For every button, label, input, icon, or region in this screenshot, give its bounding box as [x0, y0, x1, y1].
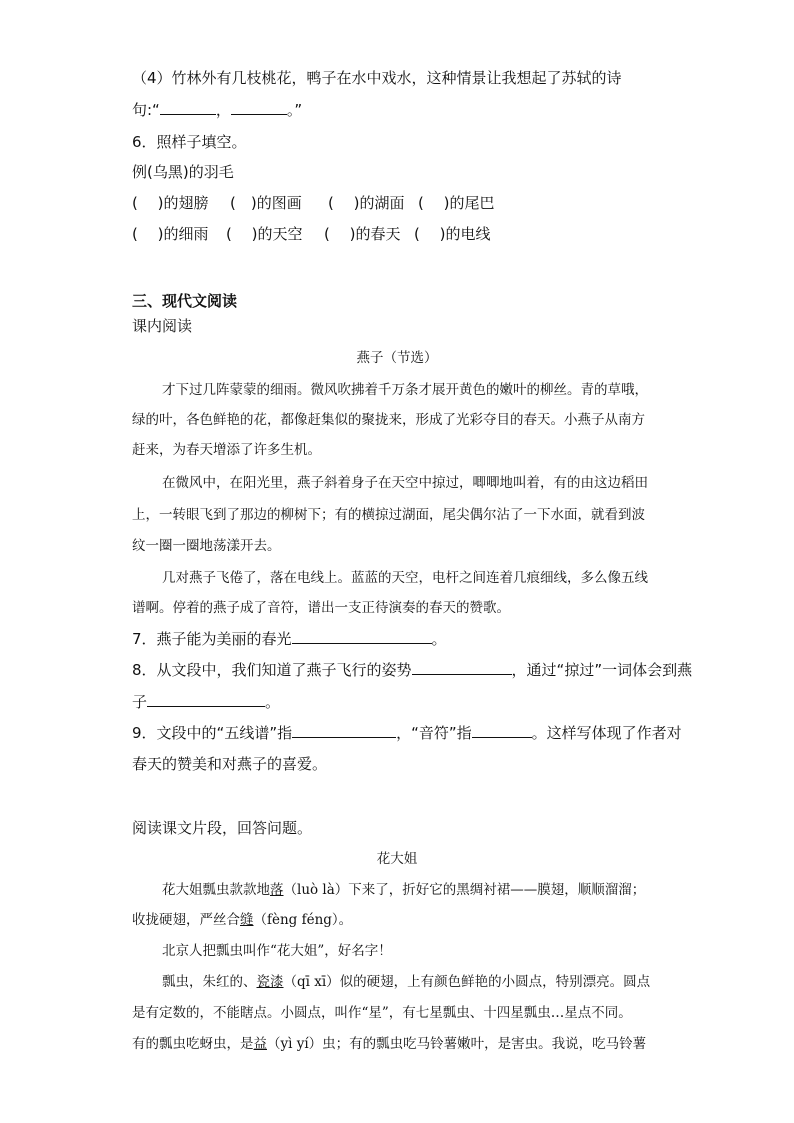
q9-text-c: 。这样写体现了作者对 [531, 724, 682, 742]
q6-row-2 [132, 224, 504, 244]
underlined-char: 缝 [240, 912, 254, 928]
text-run: 瓢虫，朱红的、 [162, 974, 257, 990]
q8-blank-1[interactable] [412, 660, 512, 675]
q5-4-post: 。” [286, 101, 303, 119]
passage-line: 上，一转眼飞到了那边的柳树下；有的横掠过湖面，尾尖偶尔沾了一下水面，就看到波 [132, 507, 645, 523]
q8-blank-2[interactable] [147, 692, 265, 707]
passage-title: 燕子（节选） [356, 350, 438, 366]
q8-text-b: ，通过“掠过”一词体会到燕 [511, 661, 693, 679]
q5-4-mid: ， [215, 101, 231, 119]
passage-line: 在微风中，在阳光里，燕子斜着身子在天空中掠过，唧唧地叫着，有的由这边稻田 [162, 475, 648, 491]
q5-4-blank-1[interactable] [160, 100, 216, 115]
text-run: （luò là）下来了，折好它的黑绸衬裙——膜翅，顺顺溜溜； [283, 882, 646, 898]
q9-line2: 春天的赞美和对燕子的喜爱。 [132, 755, 328, 773]
q5-4-pre: 句:“ [132, 101, 160, 119]
q6-example: 例(乌黑)的羽毛 [132, 163, 234, 181]
q6-row-1 [132, 193, 508, 213]
q9-line1 [132, 723, 682, 743]
q7-blank[interactable] [292, 629, 432, 644]
passage-line: 谱啊。停着的燕子成了音符，谱出一支正待演奏的春天的赞歌。 [132, 600, 510, 616]
q6-title: 6．照样子填空。 [132, 133, 247, 151]
text-run: （fèng féng）。 [253, 912, 353, 928]
q9-text-a: 9．文段中的“五线谱”指 [132, 724, 293, 742]
q8-text-d: 。 [265, 693, 281, 711]
passage-line: 才下过几阵蒙蒙的细雨。微风吹拂着千万条才展开黄色的嫩叶的柳丝。青的草哦， [162, 382, 648, 398]
text-run: （qī xī）似的硬翅，上有颜色鲜艳的小圆点，特别漂亮。圆点 [283, 974, 651, 990]
q7 [132, 629, 447, 649]
q6-option[interactable]: ( )的天空 [226, 225, 303, 243]
underlined-char: 益 [253, 1036, 267, 1052]
q8-text-c: 子 [132, 693, 148, 711]
q7-text: 7．燕子能为美丽的春光 [132, 630, 292, 648]
q7-end: 。 [431, 630, 447, 648]
q6-option[interactable]: ( )的湖面 [328, 194, 405, 212]
underlined-word: 瓷漆 [256, 974, 284, 990]
text-run: （yì yí）虫；有的瓢虫吃马铃薯嫩叶，是害虫。我说，吃马铃薯 [267, 1036, 647, 1052]
q8-text-a: 8．从文段中，我们知道了燕子飞行的姿势 [132, 661, 412, 679]
reading2-line: 北京人把瓢虫叫作“花大姐”，好名字！ [162, 943, 392, 959]
q9-text-b: ，“音符”指 [396, 724, 472, 742]
reading2-line [132, 910, 352, 930]
q9-blank-2[interactable] [472, 723, 532, 738]
q6-option[interactable]: ( )的尾巴 [418, 194, 495, 212]
q8-line1 [132, 660, 692, 680]
text-run: 有的瓢虫吃蚜虫，是 [132, 1036, 254, 1052]
q5-4-line2 [132, 100, 302, 120]
section-subheading: 课内阅读 [132, 317, 193, 335]
q6-option[interactable]: ( )的细雨 [132, 225, 209, 243]
text-run: 收拢硬翅，严丝合 [132, 912, 240, 928]
passage-line: 几对燕子飞倦了，落在电线上。蓝蓝的天空，电杆之间连着几痕细线，多么像五线 [162, 570, 648, 586]
q5-4-line1: （4）竹林外有几枝桃花，鸭子在水中戏水，这种情景让我想起了苏轼的诗 [132, 69, 622, 87]
q9-blank-1[interactable] [292, 723, 396, 738]
section-heading: 三、现代文阅读 [132, 292, 238, 310]
reading2-line: 是有定数的，不能瞎点。小圆点，叫作“星”，有七星瓢虫、十四星瓢虫…星点不同。 [132, 1005, 632, 1021]
reading2-line [162, 972, 650, 992]
q6-option[interactable]: ( )的图画 [230, 194, 302, 212]
passage-line: 赶来，为春天增添了许多生机。 [132, 442, 321, 458]
q6-option[interactable]: ( )的翅膀 [132, 194, 209, 212]
reading2-intro: 阅读课文片段，回答问题。 [132, 819, 313, 837]
text-run: 花大姐瓢虫款款地 [162, 882, 270, 898]
q6-option[interactable]: ( )的春天 [324, 225, 401, 243]
passage-line: 纹一圈一圈地荡漾开去。 [132, 538, 281, 554]
passage-line: 绿的叶，各色鲜艳的花，都像赶集似的聚拢来，形成了光彩夺目的春天。小燕子从南方 [132, 412, 645, 428]
reading2-line [162, 880, 645, 900]
q5-4-blank-2[interactable] [231, 100, 287, 115]
reading2-line [132, 1034, 646, 1054]
q6-option[interactable]: ( )的电线 [414, 225, 491, 243]
underlined-char: 落 [270, 882, 284, 898]
q8-line2 [132, 692, 280, 712]
reading2-title: 花大姐 [376, 851, 418, 867]
